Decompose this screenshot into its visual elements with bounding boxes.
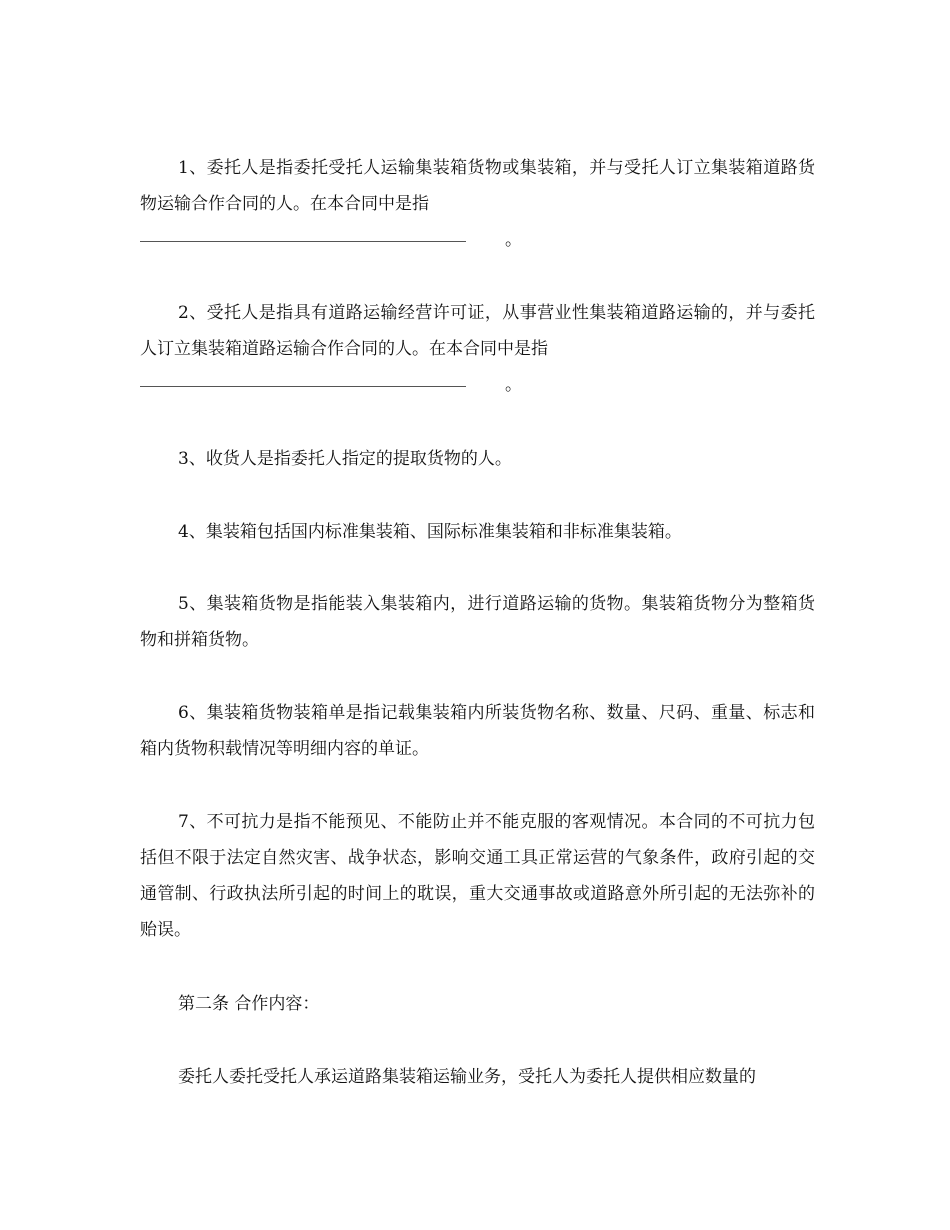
fill-in-blank-2 xyxy=(140,367,815,403)
underline-blank-2 xyxy=(140,386,466,387)
underline-blank-1 xyxy=(140,241,466,242)
definition-item-3: 3、收货人是指委托人指定的提取货物的人。 xyxy=(178,449,512,469)
definition-item-1 xyxy=(140,150,815,258)
definition-item-4: 4、集装箱包括国内标准集装箱、国际标准集装箱和非标准集装箱。 xyxy=(178,522,682,542)
definition-item-2 xyxy=(140,295,815,403)
definition-item-1-text: 1、委托人是指委托受托人运输集装箱货物或集装箱，并与受托人订立集装箱道路货物运输合作合同的人。在本合同中是指 xyxy=(140,158,815,214)
blank-1-period: 。 xyxy=(505,230,522,250)
article-two-heading: 第二条 合作内容： xyxy=(178,994,320,1014)
fill-in-blank-1 xyxy=(140,222,815,258)
blank-2-period: 。 xyxy=(505,375,522,395)
definition-item-6: 6、集装箱货物装箱单是指记载集装箱内所装货物名称、数量、尺码、重量、标志和箱内货物积载情况等明细内容的单证。 xyxy=(140,703,815,759)
definition-item-5: 5、集装箱货物是指能装入集装箱内，进行道路运输的货物。集装箱货物分为整箱货物和拼箱货物。 xyxy=(140,594,815,650)
definition-item-7: 7、不可抗力是指不能预见、不能防止并不能克服的客观情况。本合同的不可抗力包括但不限于法定自然灾害、战争状态，影响交通工具正常运营的气象条件，政府引起的交通管制、行政执法所引起的时间上的耽误，重大交通事故或道路意外所引起的无法弥补的贻误。 xyxy=(140,812,815,940)
definition-item-2-text: 2、受托人是指具有道路运输经营许可证，从事营业性集装箱道路运输的，并与委托人订立集装箱道路运输合作合同的人。在本合同中是指 xyxy=(140,303,815,359)
article-two-body: 委托人委托受托人承运道路集装箱运输业务，受托人为委托人提供相应数量的 xyxy=(178,1067,756,1087)
